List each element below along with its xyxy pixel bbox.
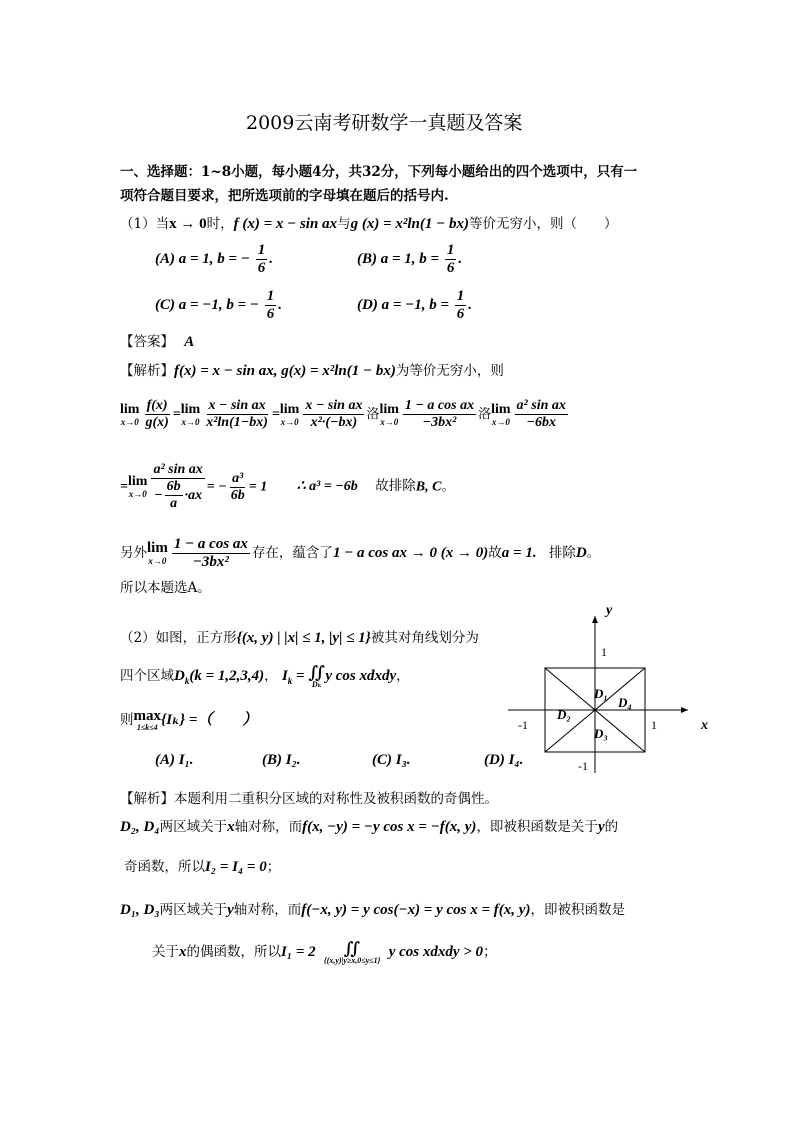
frac-line3 bbox=[172, 536, 250, 572]
label-d1: D₁ bbox=[594, 686, 608, 701]
p3-regions: D₁, D₃ bbox=[120, 902, 160, 918]
frac-num: 1 bbox=[265, 288, 277, 306]
max-expr: {Iₖ} =（ ） bbox=[161, 712, 258, 728]
line2-therefore: ∴ a³ = −6b bbox=[296, 479, 358, 495]
q1-analysis bbox=[120, 359, 504, 380]
section-heading-line1: 一、选择题：1~8小题，每小题4分，共32分，下列每小题给出的四个选项中，只有一 bbox=[120, 164, 638, 180]
integral-I: I bbox=[281, 668, 288, 684]
frac-den: 6 bbox=[456, 306, 465, 323]
q1-option-b: (B) a = 1, b = $\frac{1}{6}$ . bbox=[357, 242, 463, 277]
q1-option-c-frac bbox=[265, 288, 277, 324]
q1-answer-value: A bbox=[184, 334, 195, 350]
frac-step2 bbox=[204, 398, 270, 431]
q1-analysis-expr: f(x) = x − sin ax, g(x) = x²ln(1 − bx) bbox=[174, 363, 396, 379]
q1-option-d-expr: a = −1, b = bbox=[381, 297, 450, 314]
lim-operator bbox=[128, 475, 147, 499]
lim-text: lim bbox=[279, 401, 300, 417]
frac-den: −6bx bbox=[526, 415, 556, 431]
q2-stem-set: {(x, y) | |x| ≤ 1, |y| ≤ 1} bbox=[236, 630, 371, 646]
lim-text: lim bbox=[180, 401, 201, 417]
q1-option-a-expr: a = 1, b = − bbox=[178, 251, 250, 268]
frac-num: 1 bbox=[445, 242, 457, 260]
p4-expr-right: y cos xdxdy > 0 bbox=[388, 944, 484, 960]
q1-option-b-label: (B) bbox=[357, 251, 377, 268]
frac-den: a bbox=[170, 496, 178, 512]
q1-option-d-frac bbox=[455, 288, 467, 324]
frac-step3 bbox=[303, 398, 364, 431]
q2-line2-region: $D_k(k = 1,2,3,4)$ bbox=[174, 668, 265, 686]
lim-text: lim bbox=[120, 401, 140, 417]
q2-line3-max bbox=[133, 708, 258, 733]
frac-num: x − sin ax bbox=[303, 398, 364, 415]
label-d3: D₃ bbox=[594, 726, 608, 741]
integral-sign: ∬ bbox=[343, 939, 361, 958]
frac-num: f(x) bbox=[145, 398, 170, 415]
q1-stem-time: 时， bbox=[206, 216, 234, 232]
tick-left: -1 bbox=[518, 718, 528, 732]
max-text: max bbox=[133, 708, 161, 725]
frac-num: 1 bbox=[256, 242, 268, 260]
frac-den: 6 bbox=[266, 306, 275, 323]
q1-option-d: (D) a = −1, b = $\frac{1}{6}$ . bbox=[357, 288, 473, 323]
q1-limit-chain-2: = lim x→0 a² sin ax − $\frac{6b}{a}$ ·ax = − $\frac{\text{a³}}{6b}$ = 1 ∴ a³ = −6b 故排除B, C。 bbox=[120, 462, 455, 512]
line2-eq1: = 1 bbox=[248, 479, 268, 495]
q1-option-c-expr: a = −1, b = − bbox=[178, 297, 260, 314]
p4-text1: 关于 bbox=[152, 944, 179, 960]
square-region-figure bbox=[500, 598, 730, 780]
line2-end: 。 bbox=[441, 478, 455, 494]
p4-expr-left: I₁ = 2 bbox=[281, 944, 316, 960]
frac-step4 bbox=[403, 398, 476, 431]
y-axis-label: y bbox=[606, 603, 613, 618]
q1-stem-with: 与 bbox=[337, 216, 351, 232]
integral-sub: {(x,y)|y≥x,0≤y≤1} bbox=[323, 956, 381, 965]
lhopital-mark: 洛 bbox=[478, 405, 492, 421]
q2-analysis-label: 【解析】 bbox=[120, 791, 174, 807]
frac-den: g(x) bbox=[145, 415, 169, 431]
q1-option-a-frac bbox=[256, 242, 268, 278]
label-d4: D₄ bbox=[618, 695, 632, 710]
q1-option-a-label: (A) bbox=[155, 251, 175, 268]
p1-text1: 两区域关于 bbox=[159, 819, 228, 835]
frac-num: 1 − a cos ax bbox=[172, 536, 250, 554]
lim-sub: x→0 bbox=[148, 556, 167, 567]
p3-text1: 两区域关于 bbox=[159, 902, 228, 918]
q1-option-b-expr: a = 1, b = bbox=[380, 251, 440, 268]
q2-para3 bbox=[120, 898, 625, 919]
p1-text4: 的 bbox=[604, 819, 619, 835]
frac-step1 bbox=[143, 398, 170, 431]
lim-sub: x→0 bbox=[181, 416, 200, 427]
lim-text: lim bbox=[379, 401, 399, 417]
p3-text3: ，即被积函数是 bbox=[530, 902, 625, 918]
q1-stem-f: f (x) = x − sin ax bbox=[233, 216, 338, 232]
frac-num: 1 bbox=[455, 288, 467, 306]
q1-option-c-label: (C) bbox=[155, 297, 175, 314]
p3-expr: f(−x, y) = y cos(−x) = y cos x = f(x, y) bbox=[301, 902, 531, 918]
line3-exclude-opt: D bbox=[575, 545, 587, 562]
q1-option-b-frac bbox=[445, 242, 457, 278]
frac-num: 6b bbox=[165, 479, 183, 496]
tick-top: 1 bbox=[601, 645, 607, 659]
lim-operator bbox=[181, 403, 200, 427]
p1-expr: f(x, −y) = −y cos x = −f(x, y) bbox=[302, 819, 477, 835]
frac-den: −3bx² bbox=[192, 554, 229, 571]
line3-expr: 1 − a cos ax → 0 (x → 0) bbox=[332, 545, 489, 562]
label-d2: D₂ bbox=[557, 707, 571, 722]
p4-text2: 的偶函数，所以 bbox=[186, 944, 281, 960]
q2-option-d: (D) I₄. bbox=[484, 752, 524, 768]
lim-operator bbox=[491, 403, 510, 427]
frac-step5 bbox=[515, 398, 568, 431]
line2-exclude: 故排除 bbox=[375, 478, 416, 494]
q1-analysis-label: 【解析】 bbox=[120, 363, 174, 379]
integrand: y cos xdxdy bbox=[325, 668, 397, 684]
lim-operator bbox=[147, 541, 168, 566]
lim-sub: x→0 bbox=[280, 416, 299, 427]
p4-var: x bbox=[179, 944, 187, 960]
line3-gu: 故 bbox=[488, 545, 502, 562]
p3-text2: 轴对称，而 bbox=[233, 902, 302, 918]
p1-text2: 轴对称，而 bbox=[234, 819, 303, 835]
q1-option-c: (C) a = −1, b = − $\frac{1}{6}$ . bbox=[155, 288, 283, 323]
p1-var: y bbox=[597, 819, 605, 835]
integral-sign: ∬ bbox=[308, 663, 326, 683]
frac-den-complex: − $\frac{6b}{a}$ ·ax bbox=[154, 479, 203, 512]
lim-sub: x→0 bbox=[380, 416, 399, 427]
lhopital-mark: 洛 bbox=[366, 405, 380, 421]
q1-conclusion: 所以本题选A。 bbox=[120, 580, 211, 596]
q2-analysis bbox=[120, 787, 498, 807]
line2-exclude-opts: B, C bbox=[415, 479, 442, 495]
p2-text: 奇函数，所以 bbox=[124, 859, 205, 875]
q1-analysis-suffix: 为等价无穷小，则 bbox=[395, 363, 504, 379]
q2-option-c: (C) I₃. bbox=[372, 752, 411, 768]
q1-stem bbox=[120, 212, 617, 233]
line3-prefix: 另外 bbox=[120, 545, 147, 562]
frac-inner bbox=[165, 479, 183, 512]
lim-text: lim bbox=[491, 401, 511, 417]
line3-mid: 存在，蕴含了 bbox=[251, 545, 333, 562]
q1-stem-g: g (x) = x²ln(1 − bx) bbox=[350, 216, 469, 232]
frac-num: a³ bbox=[230, 471, 245, 488]
frac-den: 6 bbox=[257, 260, 266, 277]
integral-operator bbox=[308, 664, 325, 689]
max-sub: 1≤k≤4 bbox=[136, 723, 158, 733]
q1-line3 bbox=[120, 536, 600, 572]
frac-num: 1 − a cos ax bbox=[403, 398, 476, 415]
q1-option-d-label: (D) bbox=[357, 297, 378, 314]
tick-right: 1 bbox=[651, 718, 657, 732]
q1-stem-prefix: （1）当 bbox=[120, 216, 170, 232]
p1-axis: x bbox=[227, 819, 235, 835]
max-operator bbox=[134, 709, 162, 732]
p1-text3: ，即被积函数是关于 bbox=[476, 819, 598, 835]
frac-den: 6b bbox=[230, 487, 245, 503]
lim-operator bbox=[379, 403, 398, 427]
q2-analysis-text: 本题利用二重积分区域的对称性及被积函数的奇偶性。 bbox=[174, 791, 498, 807]
lim-sub: x→0 bbox=[491, 416, 510, 427]
q2-line3-prefix: 则 bbox=[120, 712, 134, 728]
lim-text: lim bbox=[147, 540, 168, 557]
region-symbol: D bbox=[174, 668, 185, 684]
frac-den: x²ln(1−bx) bbox=[206, 415, 268, 431]
lim-operator bbox=[120, 403, 139, 427]
lim-sub: x→0 bbox=[120, 416, 139, 427]
tick-bottom: -1 bbox=[578, 759, 588, 773]
q2-para2 bbox=[124, 855, 280, 876]
frac-den-tail: ·ax bbox=[184, 487, 203, 503]
q2-stem-suffix: 被其对角线划分为 bbox=[370, 630, 479, 646]
line3-a: a = 1. bbox=[501, 545, 537, 562]
p4-integral-operator bbox=[324, 940, 380, 965]
p4-end: ； bbox=[483, 944, 497, 960]
frac-den: x²·(−bx) bbox=[310, 415, 358, 431]
p2-expr: I₂ = I₄ = 0 bbox=[205, 859, 267, 875]
lim-sub: x→0 bbox=[128, 489, 147, 500]
q2-line2-prefix: 四个区域 bbox=[120, 668, 174, 684]
p2-end: ； bbox=[266, 859, 281, 875]
q1-stem-suffix: 等价无穷小，则（ ） bbox=[468, 216, 618, 232]
frac-den: −3bx² bbox=[422, 415, 457, 431]
q2-option-a: (A) I₁. bbox=[155, 752, 194, 768]
region-k: (k = 1,2,3,4) bbox=[189, 668, 265, 684]
x-axis-label: x bbox=[701, 718, 708, 733]
line3-end: 。 bbox=[586, 545, 601, 562]
p3-axis: y bbox=[227, 902, 234, 918]
lim-text: lim bbox=[127, 474, 148, 490]
q2-stem-prefix: （2）如图，正方形 bbox=[120, 630, 237, 646]
q1-answer-label: 【答案】 bbox=[120, 334, 174, 350]
section-heading-line2: 项符合题目要求，把所选项前的字母填在题后的括号内. bbox=[120, 188, 449, 204]
q2-option-b: (B) I₂. bbox=[262, 752, 301, 768]
q1-stem-cond: x → 0 bbox=[169, 216, 207, 232]
comma: ， bbox=[264, 668, 278, 684]
line3-exclude: 排除 bbox=[548, 545, 576, 562]
line3-lim bbox=[147, 536, 252, 571]
p1-regions: D₂, D₄ bbox=[120, 819, 160, 835]
frac-den: 6 bbox=[446, 260, 455, 277]
frac-num: a² sin ax bbox=[151, 462, 204, 479]
q1-answer bbox=[120, 330, 194, 351]
q2-para4 bbox=[152, 940, 497, 965]
line-end: ， bbox=[396, 668, 410, 684]
frac-num: x − sin ax bbox=[207, 398, 268, 415]
frac-line2-main bbox=[151, 462, 204, 512]
q2-stem bbox=[120, 626, 479, 647]
q2-line2-integral: $I_k$ = ∬ Dₖ y cos xdxdy bbox=[281, 663, 397, 690]
frac-num: a² sin ax bbox=[515, 398, 568, 415]
q1-option-a: (A) a = 1, b = − $\frac{1}{6}$ . bbox=[155, 242, 273, 277]
page-title: 2009云南考研数学一真题及答案 bbox=[246, 112, 523, 134]
q2-para1 bbox=[120, 815, 618, 836]
q2-line2 bbox=[120, 664, 410, 689]
q2-line3 bbox=[120, 708, 257, 732]
frac-line2-result bbox=[229, 471, 247, 504]
q1-limit-chain-1: lim x→0 $\frac{f(x)}{g(x)}$ = lim x→0 $\frac{\text{x − sin ax}}{\text{x²ln(1−bx)}}$ = lim x→0 $\frac{\text{x − sin ax}}{\text{x²·(−bx)}}$ 洛 lim x→0 $\frac{\text{1 − a cos ax}}{\text{−3bx²}}$ 洛 lim x→0 $\frac{\text{a² sin ax}}{-6bx}$ bbox=[120, 398, 566, 431]
lim-operator bbox=[280, 403, 299, 427]
integral-sub: Dₖ bbox=[311, 680, 322, 690]
